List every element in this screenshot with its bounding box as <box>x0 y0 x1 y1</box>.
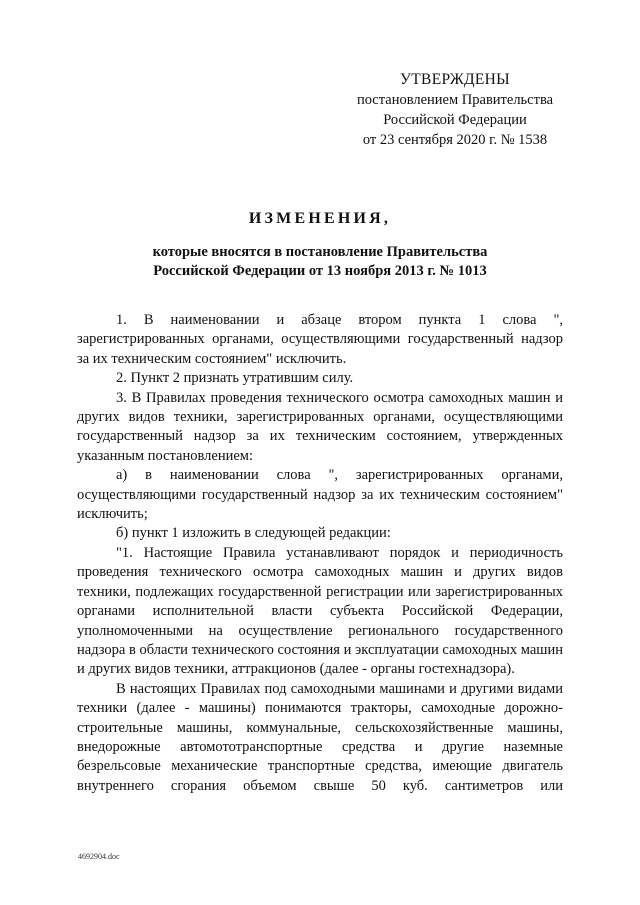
approval-heading: УТВЕРЖДЕНЫ <box>400 71 510 88</box>
file-name-footer: 4692904.doc <box>78 852 120 861</box>
approval-line: постановлением Правительства <box>356 92 554 108</box>
paragraph: "1. Настоящие Правила устанавливают порядок и периодичность проведения технического осмотра самоходных машин и других видов техники, подлежащих государственной регистрации или зарегистрированных органами исполнительной власти субъекта Российской Федерации, уполномоченными на осуществление регионального государственного надзора в области технического состояния и эксплуатации самоходных машин и других видов техники, аттракционов (далее - органы гостехнадзора). <box>77 544 563 678</box>
paragraph: а) в наименовании слова ", зарегистрированных органами, осуществляющими государственный надзор за их техническим состоянием" исключить; <box>77 467 563 523</box>
document-subtitle <box>60 243 580 281</box>
approval-block <box>340 70 570 150</box>
paragraph: б) пункт 1 изложить в следующей редакции: <box>116 525 391 542</box>
paragraph: 1. В наименовании и абзаце втором пункта 1 слова ", зарегистрированных органами, осуществляющими государственный надзор за их техническим состоянием" исключить. <box>77 312 563 367</box>
approval-date-number: от 23 сентября 2020 г. № 1538 <box>362 132 548 148</box>
paragraph: 2. Пункт 2 признать утратившим силу. <box>116 370 354 387</box>
paragraph: В настоящих Правилах под самоходными машинами и другими видами техники (далее - машины) понимаются тракторы, самоходные дорожно-строительные машины, коммунальные, сельскохозяйственные машины, внедорожные автомототранспортные средства и другие наземные безрельсовые механические транспортные средства, имеющие двигатель внутреннего сгорания объемом свыше 50 куб. сантиметров или <box>77 680 563 794</box>
approval-line: Российской Федерации <box>383 112 527 128</box>
paragraph: 3. В Правилах проведения технического осмотра самоходных машин и других видов техники, зарегистрированных органами, осуществляющими государственный надзор за их техническим состоянием, утвержденных указанным постановлением: <box>77 389 563 464</box>
document-body <box>77 311 563 796</box>
subtitle-line: которые вносятся в постановление Правительства <box>152 244 488 260</box>
document-title: ИЗМЕНЕНИЯ, <box>248 210 392 227</box>
subtitle-line: Российской Федерации от 13 ноября 2013 г. № 1013 <box>153 263 487 279</box>
